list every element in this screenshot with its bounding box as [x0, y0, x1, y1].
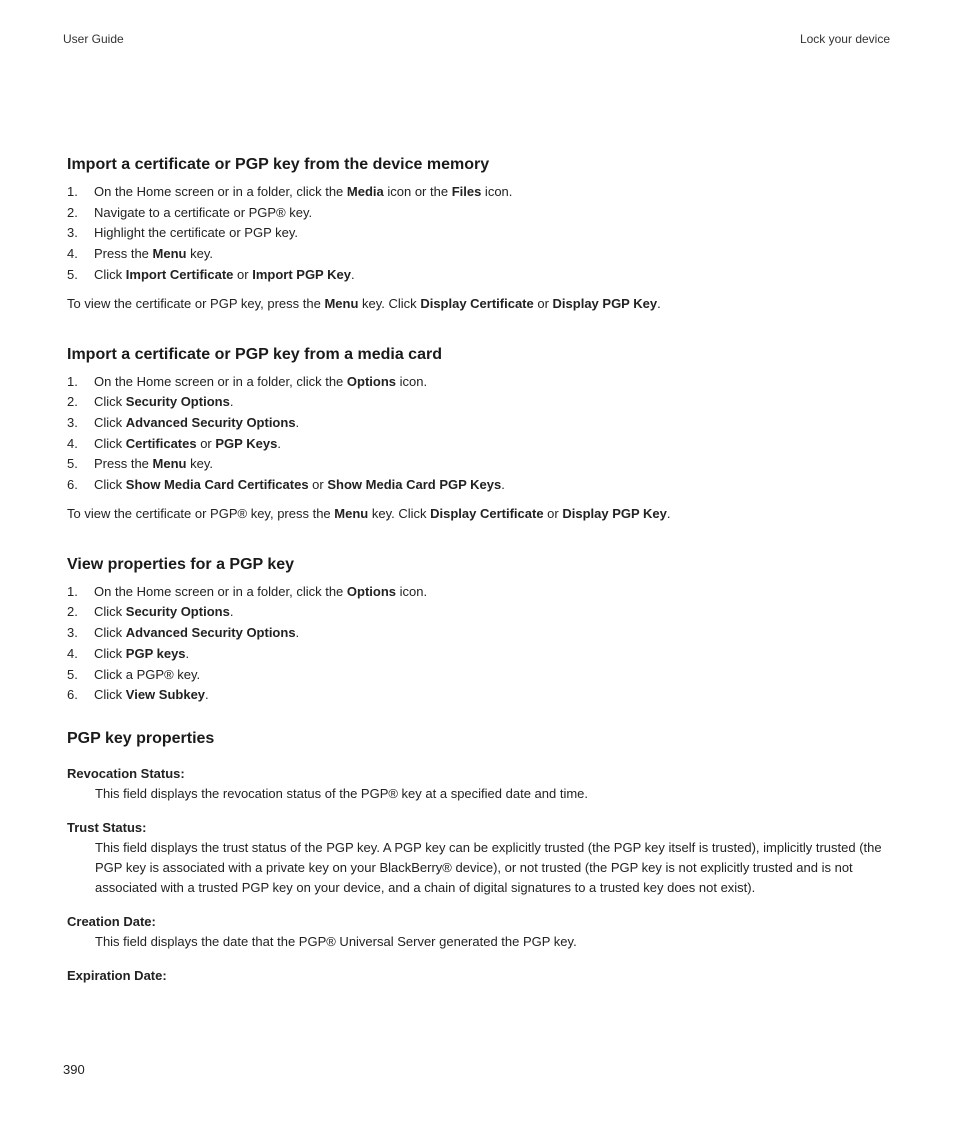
- steps-list: [67, 372, 897, 496]
- step-number: 1.: [67, 583, 78, 599]
- ui-term: Menu: [324, 295, 359, 311]
- step-number: 2.: [67, 604, 78, 620]
- ui-term: Menu: [152, 456, 187, 472]
- note-text: or: [543, 505, 563, 521]
- property-term: Trust Status:: [67, 819, 147, 835]
- step-number: 1.: [67, 373, 78, 389]
- step-number: 5.: [67, 666, 78, 682]
- step-text: icon.: [481, 184, 513, 199]
- property-description: This field displays the date that the PGP® Universal Server generated the PGP key.: [95, 933, 577, 949]
- page-number: 390: [63, 1062, 85, 1077]
- step-text: or: [233, 266, 253, 282]
- step-text: Click: [94, 394, 126, 410]
- step-text: Click a PGP® key.: [94, 666, 201, 682]
- running-header-left: User Guide: [63, 32, 124, 46]
- ui-term: Media: [346, 184, 384, 199]
- steps-list: [67, 182, 897, 286]
- ui-term: Files: [451, 184, 482, 199]
- step-text: .: [350, 266, 355, 282]
- step-text: On the Home screen or in a folder, click the: [94, 184, 347, 199]
- step-text: .: [295, 625, 300, 641]
- step-number: 3.: [67, 225, 78, 241]
- procedure-section: [67, 344, 897, 524]
- step-number: 6.: [67, 687, 78, 703]
- ui-term: Security Options: [125, 604, 230, 620]
- note-text: .: [657, 295, 661, 311]
- step-text: Highlight the certificate or PGP key.: [94, 225, 299, 241]
- ui-term: Display PGP Key: [552, 295, 658, 311]
- running-header-right: Lock your device: [799, 32, 890, 46]
- steps-list: [67, 582, 897, 706]
- step-text: Click: [94, 604, 126, 620]
- section-heading: View properties for a PGP key: [67, 555, 295, 573]
- step-text: .: [501, 477, 505, 493]
- step-number: 4.: [67, 645, 78, 661]
- step-number: 4.: [67, 246, 78, 262]
- properties-list: [67, 764, 897, 986]
- property-term: Revocation Status:: [67, 765, 185, 781]
- note-text: key. Click: [368, 505, 431, 521]
- property-term: Creation Date:: [67, 913, 156, 929]
- note-text: .: [666, 505, 671, 521]
- step-number: 4.: [67, 435, 78, 451]
- step-item: [67, 392, 897, 413]
- ui-term: Import PGP Key: [252, 266, 351, 282]
- ui-term: Options: [346, 373, 397, 389]
- step-text: .: [295, 414, 300, 430]
- step-text: On the Home screen or in a folder, click the: [94, 373, 347, 389]
- ui-term: Options: [346, 583, 397, 599]
- step-item: [67, 223, 897, 244]
- step-text: icon.: [396, 583, 428, 599]
- section-note: [67, 504, 897, 524]
- step-number: 6.: [67, 477, 78, 493]
- note-text: key. Click: [358, 295, 421, 311]
- ui-term: Certificates: [125, 435, 197, 451]
- step-text: Navigate to a certificate or PGP® key.: [94, 204, 313, 220]
- step-number: 2.: [67, 394, 78, 410]
- note-text: To view the certificate or PGP® key, press the: [67, 505, 335, 521]
- step-item: [67, 685, 897, 706]
- step-text: or: [196, 435, 216, 451]
- property-description: This field displays the trust status of the PGP key. A PGP key can be explicitly trusted (the PGP key itself is trusted), implicitly trusted (the PGP key is associated with a private key on your BlackBerry® device), or not trusted (the PGP key is not explicitly trusted and is not associated with a trusted PGP key on your device, and a chain of digital signatures to a trusted key does not exist).: [95, 839, 882, 895]
- step-text: Click: [94, 435, 126, 451]
- step-text: icon or the: [383, 184, 452, 199]
- step-text: .: [229, 604, 234, 620]
- step-text: key.: [186, 456, 213, 472]
- ui-term: Import Certificate: [125, 266, 234, 282]
- step-number: 5.: [67, 456, 78, 472]
- step-text: .: [277, 435, 281, 451]
- ui-term: Menu: [334, 505, 369, 521]
- step-text: Click: [94, 266, 126, 282]
- step-text: Press the: [94, 246, 153, 262]
- section-note: [67, 294, 897, 314]
- procedure-section: [67, 154, 897, 314]
- properties-heading: PGP key properties: [67, 729, 215, 747]
- ui-term: Display PGP Key: [562, 505, 667, 521]
- step-item: [67, 665, 897, 686]
- step-number: 5.: [67, 266, 78, 282]
- ui-term: PGP Keys: [215, 435, 278, 451]
- procedure-sections: [67, 154, 897, 706]
- property-term: Expiration Date:: [67, 967, 167, 983]
- ui-term: PGP keys: [125, 645, 186, 661]
- step-item: [67, 623, 897, 644]
- step-item: [67, 454, 897, 475]
- step-text: Press the: [94, 456, 153, 472]
- step-item: [67, 372, 897, 393]
- ui-term: View Subkey: [125, 687, 206, 703]
- step-text: .: [205, 687, 209, 703]
- ui-term: Advanced Security Options: [125, 625, 296, 641]
- step-item: [67, 644, 897, 665]
- step-text: Click: [94, 477, 126, 493]
- property-description: This field displays the revocation status of the PGP® key at a specified date and time.: [95, 785, 589, 801]
- ui-term: Show Media Card PGP Keys: [327, 477, 502, 493]
- step-text: On the Home screen or in a folder, click the: [94, 583, 347, 599]
- step-text: Click: [94, 625, 126, 641]
- ui-term: Show Media Card Certificates: [125, 477, 309, 493]
- step-text: or: [308, 477, 328, 493]
- step-number: 2.: [67, 204, 78, 220]
- step-item: [67, 413, 897, 434]
- procedure-section: [67, 554, 897, 706]
- note-text: To view the certificate or PGP key, press the: [67, 295, 325, 311]
- step-item: [67, 203, 897, 224]
- ui-term: Security Options: [125, 394, 230, 410]
- step-number: 1.: [67, 184, 78, 199]
- section-heading: Import a certificate or PGP key from the device memory: [67, 156, 490, 173]
- ui-term: Advanced Security Options: [125, 414, 296, 430]
- step-text: .: [185, 645, 190, 661]
- step-item: [67, 582, 897, 603]
- step-number: 3.: [67, 625, 78, 641]
- step-item: [67, 475, 897, 496]
- step-number: 3.: [67, 414, 78, 430]
- properties-section: [67, 728, 897, 986]
- step-item: [67, 244, 897, 265]
- step-item: [67, 434, 897, 455]
- section-heading: Import a certificate or PGP key from a media card: [67, 345, 442, 363]
- step-text: Click: [94, 687, 126, 703]
- ui-term: Menu: [152, 246, 187, 262]
- step-text: Click: [94, 645, 126, 661]
- step-text: .: [229, 394, 234, 410]
- step-text: key.: [186, 246, 213, 262]
- step-item: [67, 265, 897, 286]
- ui-term: Display Certificate: [430, 505, 544, 521]
- step-item: [67, 602, 897, 623]
- ui-term: Display Certificate: [420, 295, 534, 311]
- step-text: icon.: [396, 373, 428, 389]
- step-text: Click: [94, 414, 126, 430]
- step-item: [67, 182, 897, 203]
- note-text: or: [533, 295, 553, 311]
- page-content: [67, 154, 897, 986]
